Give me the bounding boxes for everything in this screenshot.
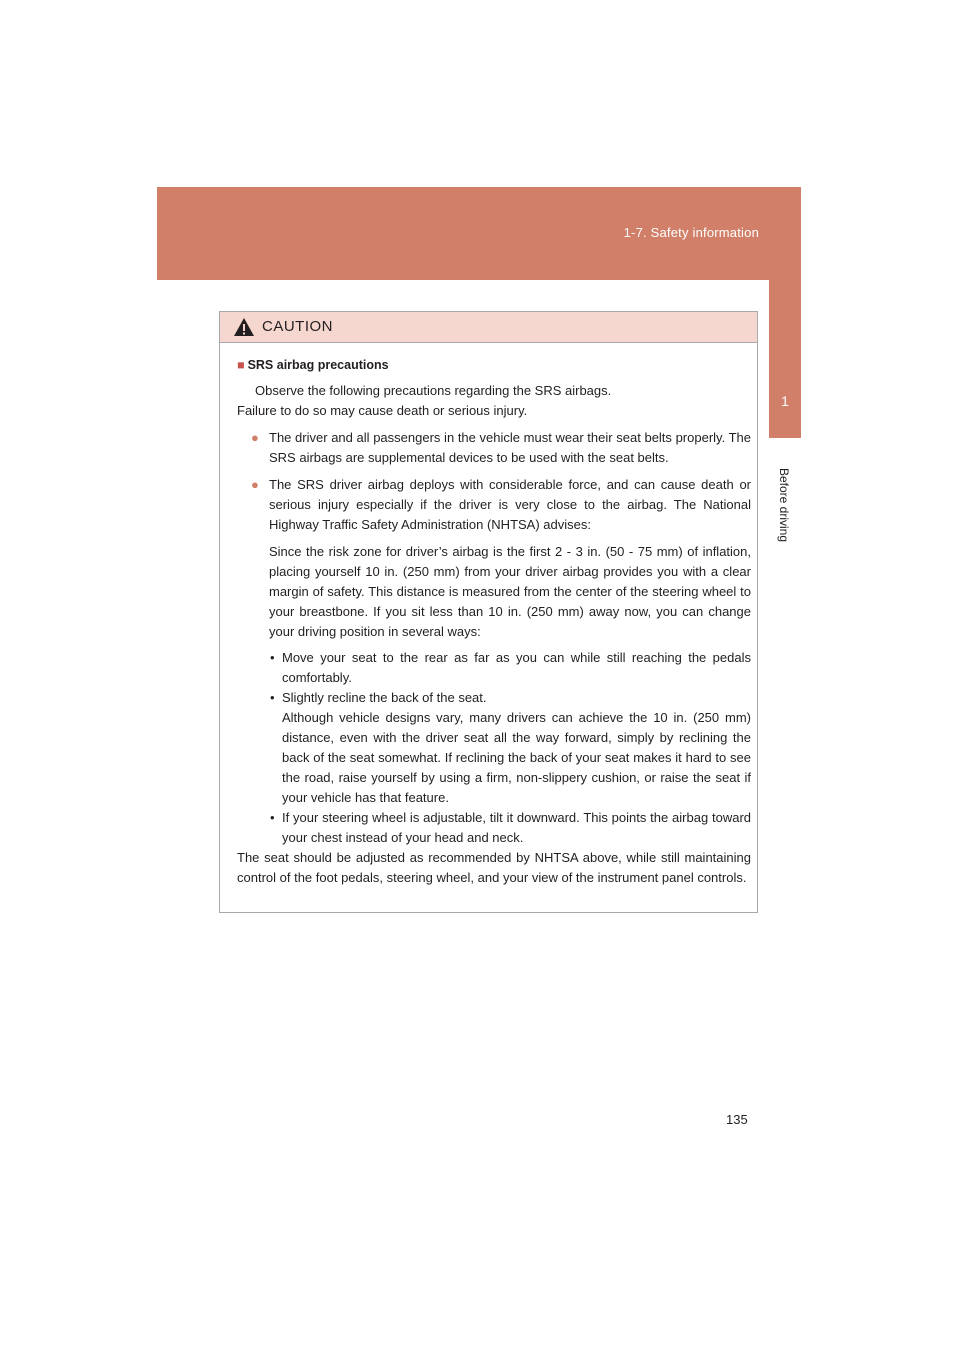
intro [237, 381, 751, 421]
recline-detail: Although vehicle designs vary, many drivers can achieve the 10 in. (250 mm) distance, even with the driver seat all the way forward, simply by reclining the back of the seat somewhat. If reclining the back of your seat makes it hard to see the road, raise yourself by using a firm, non-slippery cushion, or raise the seat if your vehicle has that feature. [282, 710, 751, 805]
nhtsa-quote: Since the risk zone for driver’s airbag is the first 2 - 3 in. (50 - 75 mm) of inflation, placing yourself 10 in. (250 mm) from your driver airbag provides you with a clear margin of safety. This distance is measured from the center of the steering wheel to your breastbone. If you sit less than 10 in. (250 mm) away now, you can change your driving position in several ways: [269, 544, 751, 639]
bullet-item [237, 428, 751, 468]
bullet-item [237, 475, 751, 535]
page-number: 135 [726, 1112, 748, 1127]
section-title: 1-7. Safety information [623, 225, 759, 240]
sub-item-text: Move your seat to the rear as far as you can while still reaching the pedals comfortably. [282, 650, 751, 685]
circle-bullet-icon: ● [251, 430, 259, 445]
chapter-tab [769, 280, 801, 438]
caution-title: CAUTION [262, 318, 333, 335]
sub-item [237, 808, 751, 848]
chapter-label: Before driving [777, 467, 791, 543]
intro-line: Failure to do so may cause death or serious injury. [237, 403, 528, 418]
bullet-dot-icon: • [270, 650, 275, 665]
square-bullet-icon: ■ [237, 358, 245, 372]
sub-item-text: If your steering wheel is adjustable, tilt it downward. This points the airbag toward your chest instead of your head and neck. [282, 810, 751, 845]
bullet-dot-icon: • [270, 810, 275, 825]
bullet-dot-icon: • [270, 690, 275, 705]
caution-header [220, 312, 757, 343]
bullet-text: The driver and all passengers in the vehicle must wear their seat belts properly. The SRS airbags are supplemental devices to be used with the seat belts. [269, 430, 751, 465]
caution-content [220, 343, 757, 888]
warning-triangle-icon [233, 317, 255, 337]
circle-bullet-icon: ● [251, 477, 259, 492]
closing-paragraph: The seat should be adjusted as recommended by NHTSA above, while still maintaining control of the foot pedals, steering wheel, and your view of the instrument panel controls. [237, 850, 751, 885]
sub-item-text: Slightly recline the back of the seat. [282, 690, 487, 705]
sub-item [237, 648, 751, 688]
bullet-text: The SRS driver airbag deploys with considerable force, and can cause death or serious injury especially if the driver is very close to the airbag. The National Highway Traffic Safety Administration (NHTSA) advises: [269, 477, 751, 532]
header-band [157, 187, 801, 280]
intro-line: Observe the following precautions regarding the SRS airbags. [255, 383, 612, 398]
sub-item [237, 688, 751, 808]
section-heading [237, 355, 751, 375]
caution-box [219, 311, 758, 913]
section-heading-text: SRS airbag precautions [247, 358, 389, 372]
chapter-number: 1 [781, 393, 789, 409]
